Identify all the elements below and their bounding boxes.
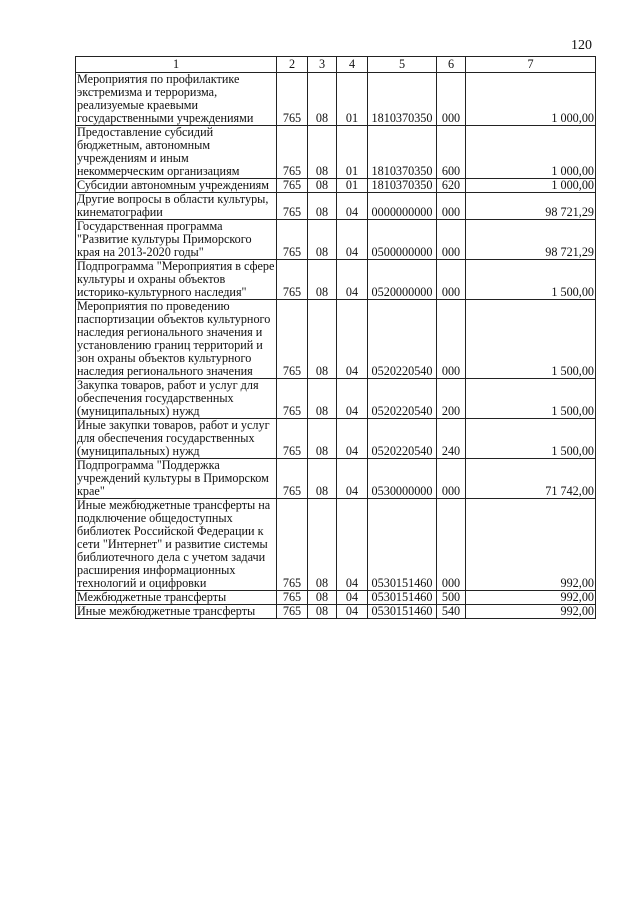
row-name-cell: Закупка товаров, работ и услуг для обеспечения государственных (муниципальных) нужд (76, 379, 277, 419)
expense-type-code-cell: 000 (437, 499, 466, 591)
subsection-code-cell: 04 (337, 379, 368, 419)
target-item-code-cell: 0530151460 (368, 499, 437, 591)
target-item-code-cell: 0520220540 (368, 419, 437, 459)
table-row (76, 193, 596, 220)
ministry-code-cell: 765 (277, 126, 308, 179)
column-header: 1 (76, 57, 277, 73)
expense-type-code-cell: 240 (437, 419, 466, 459)
amount-cell: 71 742,00 (466, 459, 596, 499)
column-header: 5 (368, 57, 437, 73)
target-item-code-cell: 0530151460 (368, 591, 437, 605)
subsection-code-cell: 01 (337, 73, 368, 126)
column-header: 7 (466, 57, 596, 73)
column-header: 2 (277, 57, 308, 73)
table-row (76, 260, 596, 300)
subsection-code-cell: 04 (337, 419, 368, 459)
table-row (76, 591, 596, 605)
ministry-code-cell: 765 (277, 220, 308, 260)
page-number: 120 (571, 38, 592, 53)
row-name-cell: Иные межбюджетные трансферты (76, 605, 277, 619)
ministry-code-cell: 765 (277, 591, 308, 605)
subsection-code-cell: 04 (337, 591, 368, 605)
subsection-code-cell: 01 (337, 179, 368, 193)
target-item-code-cell: 0000000000 (368, 193, 437, 220)
amount-cell: 1 000,00 (466, 179, 596, 193)
row-name-cell: Предоставление субсидий бюджетным, автономным учреждениям и иным некоммерческим организациям (76, 126, 277, 179)
section-code-cell: 08 (308, 499, 337, 591)
expense-type-code-cell: 500 (437, 591, 466, 605)
budget-table (75, 56, 596, 619)
ministry-code-cell: 765 (277, 379, 308, 419)
row-name-cell: Подпрограмма "Поддержка учреждений культуры в Приморском крае" (76, 459, 277, 499)
amount-cell: 98 721,29 (466, 220, 596, 260)
section-code-cell: 08 (308, 73, 337, 126)
target-item-code-cell: 1810370350 (368, 126, 437, 179)
amount-cell: 992,00 (466, 499, 596, 591)
table-row (76, 300, 596, 379)
table-row (76, 419, 596, 459)
ministry-code-cell: 765 (277, 499, 308, 591)
row-name-cell: Другие вопросы в области культуры, кинематографии (76, 193, 277, 220)
expense-type-code-cell: 000 (437, 73, 466, 126)
row-name-cell: Государственная программа "Развитие культуры Приморского края на 2013-2020 годы" (76, 220, 277, 260)
expense-type-code-cell: 200 (437, 379, 466, 419)
ministry-code-cell: 765 (277, 419, 308, 459)
target-item-code-cell: 0500000000 (368, 220, 437, 260)
section-code-cell: 08 (308, 605, 337, 619)
subsection-code-cell: 04 (337, 459, 368, 499)
section-code-cell: 08 (308, 126, 337, 179)
subsection-code-cell: 04 (337, 300, 368, 379)
table-row (76, 220, 596, 260)
table-row (76, 179, 596, 193)
ministry-code-cell: 765 (277, 73, 308, 126)
amount-cell: 992,00 (466, 605, 596, 619)
section-code-cell: 08 (308, 459, 337, 499)
row-name-cell: Подпрограмма "Мероприятия в сфере культуры и охраны объектов историко-культурного наследия" (76, 260, 277, 300)
section-code-cell: 08 (308, 419, 337, 459)
section-code-cell: 08 (308, 591, 337, 605)
column-header: 6 (437, 57, 466, 73)
subsection-code-cell: 04 (337, 193, 368, 220)
table-row (76, 499, 596, 591)
subsection-code-cell: 04 (337, 499, 368, 591)
section-code-cell: 08 (308, 179, 337, 193)
row-name-cell: Иные межбюджетные трансферты на подключение общедоступных библиотек Российской Федерации к сети "Интернет" и развитие системы библиотечного дела с учетом задачи расширения информационных технологий и оцифровки (76, 499, 277, 591)
amount-cell: 1 000,00 (466, 73, 596, 126)
target-item-code-cell: 0530151460 (368, 605, 437, 619)
column-header: 4 (337, 57, 368, 73)
target-item-code-cell: 1810370350 (368, 179, 437, 193)
amount-cell: 1 500,00 (466, 379, 596, 419)
expense-type-code-cell: 600 (437, 126, 466, 179)
section-code-cell: 08 (308, 300, 337, 379)
row-name-cell: Межбюджетные трансферты (76, 591, 277, 605)
expense-type-code-cell: 000 (437, 193, 466, 220)
amount-cell: 1 500,00 (466, 419, 596, 459)
target-item-code-cell: 0520220540 (368, 300, 437, 379)
column-number-header-row (76, 57, 596, 73)
amount-cell: 1 000,00 (466, 126, 596, 179)
section-code-cell: 08 (308, 220, 337, 260)
table-row (76, 605, 596, 619)
amount-cell: 1 500,00 (466, 260, 596, 300)
target-item-code-cell: 0520220540 (368, 379, 437, 419)
row-name-cell: Иные закупки товаров, работ и услуг для обеспечения государственных (муниципальных) нужд (76, 419, 277, 459)
amount-cell: 992,00 (466, 591, 596, 605)
amount-cell: 98 721,29 (466, 193, 596, 220)
amount-cell: 1 500,00 (466, 300, 596, 379)
section-code-cell: 08 (308, 193, 337, 220)
table-row (76, 73, 596, 126)
expense-type-code-cell: 620 (437, 179, 466, 193)
section-code-cell: 08 (308, 260, 337, 300)
subsection-code-cell: 04 (337, 260, 368, 300)
expense-type-code-cell: 540 (437, 605, 466, 619)
subsection-code-cell: 04 (337, 220, 368, 260)
row-name-cell: Субсидии автономным учреждениям (76, 179, 277, 193)
section-code-cell: 08 (308, 379, 337, 419)
expense-type-code-cell: 000 (437, 459, 466, 499)
ministry-code-cell: 765 (277, 605, 308, 619)
subsection-code-cell: 01 (337, 126, 368, 179)
ministry-code-cell: 765 (277, 193, 308, 220)
expense-type-code-cell: 000 (437, 260, 466, 300)
row-name-cell: Мероприятия по проведению паспортизации объектов культурного наследия регионального значения и установлению границ территорий и зон охраны объектов культурного наследия регионального значения (76, 300, 277, 379)
target-item-code-cell: 0530000000 (368, 459, 437, 499)
target-item-code-cell: 1810370350 (368, 73, 437, 126)
expense-type-code-cell: 000 (437, 220, 466, 260)
expense-type-code-cell: 000 (437, 300, 466, 379)
ministry-code-cell: 765 (277, 179, 308, 193)
target-item-code-cell: 0520000000 (368, 260, 437, 300)
column-header: 3 (308, 57, 337, 73)
subsection-code-cell: 04 (337, 605, 368, 619)
ministry-code-cell: 765 (277, 300, 308, 379)
table-row (76, 126, 596, 179)
ministry-code-cell: 765 (277, 260, 308, 300)
table-row (76, 379, 596, 419)
table-row (76, 459, 596, 499)
row-name-cell: Мероприятия по профилактике экстремизма и терроризма, реализуемые краевыми государственными учреждениями (76, 73, 277, 126)
ministry-code-cell: 765 (277, 459, 308, 499)
